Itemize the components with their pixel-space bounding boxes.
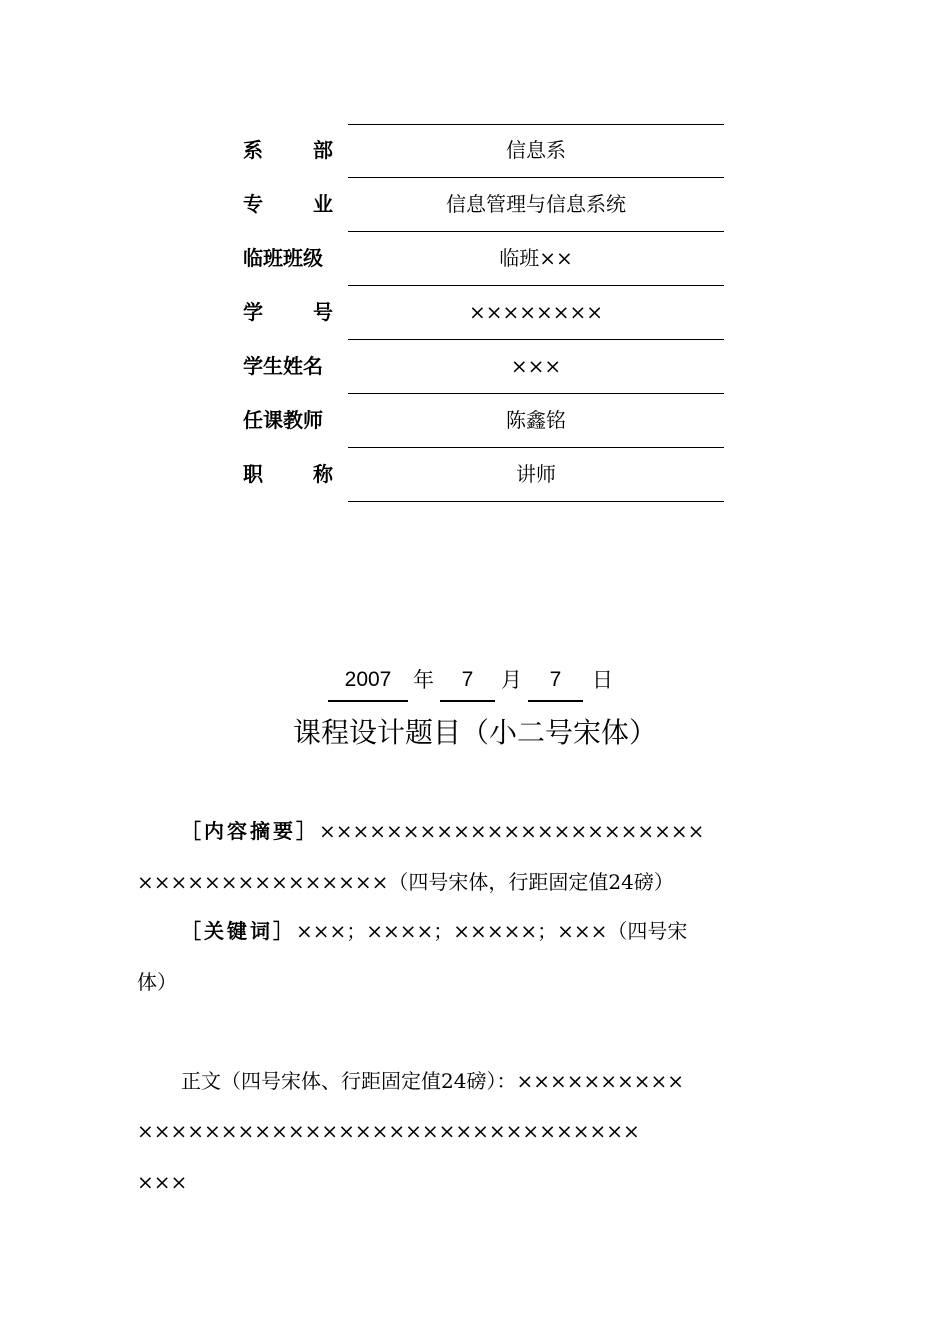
info-row-student-id (0, 286, 950, 340)
abstract-paragraph-continued (137, 857, 813, 908)
title-label: 职 称 (243, 462, 333, 486)
major-label: 专 业 (243, 192, 333, 216)
department-value: 信息系 (506, 138, 566, 162)
info-row-teacher (0, 394, 950, 448)
student-name-value: ××× (510, 354, 562, 378)
info-row-department (0, 124, 950, 178)
title-value: 讲师 (516, 462, 556, 486)
class-label: 临班班级 (243, 246, 323, 270)
body-paragraph-continued (137, 1106, 813, 1208)
student-id-value: ×××××××× (468, 300, 604, 324)
student-id-label: 学 号 (243, 300, 333, 324)
date-line (0, 666, 950, 708)
teacher-value: 陈鑫铭 (506, 408, 566, 432)
department-label: 系 部 (243, 138, 333, 162)
info-table (0, 124, 950, 502)
day-unit: 日 (592, 668, 613, 692)
keywords-label: ［关键词］ (181, 919, 296, 943)
year-unit: 年 (413, 668, 434, 692)
day-value: 7 (528, 666, 583, 702)
info-row-major (0, 178, 950, 232)
body-text-line-3: ××× (137, 1170, 188, 1194)
month-unit: 月 (501, 668, 522, 692)
body-paragraph (137, 1056, 813, 1107)
keywords-paragraph (137, 906, 813, 957)
keywords-text-line-1: ×××；××××；×××××；×××（四号宋 (296, 919, 688, 943)
body-text-line-2: ×××××××××××××××××××××××××××××× (137, 1119, 640, 1143)
teacher-label: 任课教师 (243, 408, 323, 432)
info-row-class (0, 232, 950, 286)
abstract-paragraph (137, 806, 813, 857)
keywords-paragraph-continued (137, 957, 813, 1008)
document-title: 课程设计题目（小二号宋体） (292, 716, 657, 749)
month-value: 7 (440, 666, 495, 702)
class-value: 临班×× (499, 246, 573, 270)
info-row-title (0, 448, 950, 502)
abstract-text-line-1: ××××××××××××××××××××××× (319, 819, 705, 843)
year-value: 2007 (328, 666, 408, 702)
body-text-line-1: 正文（四号宋体、行距固定值24磅）：×××××××××× (181, 1069, 685, 1093)
major-value: 信息管理与信息系统 (446, 192, 626, 216)
abstract-text-line-2: ×××××××××××××××（四号宋体，行距固定值24磅） (137, 870, 674, 894)
keywords-text-line-2: 体） (137, 970, 177, 994)
underline (348, 501, 724, 502)
abstract-label: ［内容摘要］ (181, 819, 319, 843)
student-name-label: 学生姓名 (243, 354, 323, 378)
info-row-student-name (0, 340, 950, 394)
